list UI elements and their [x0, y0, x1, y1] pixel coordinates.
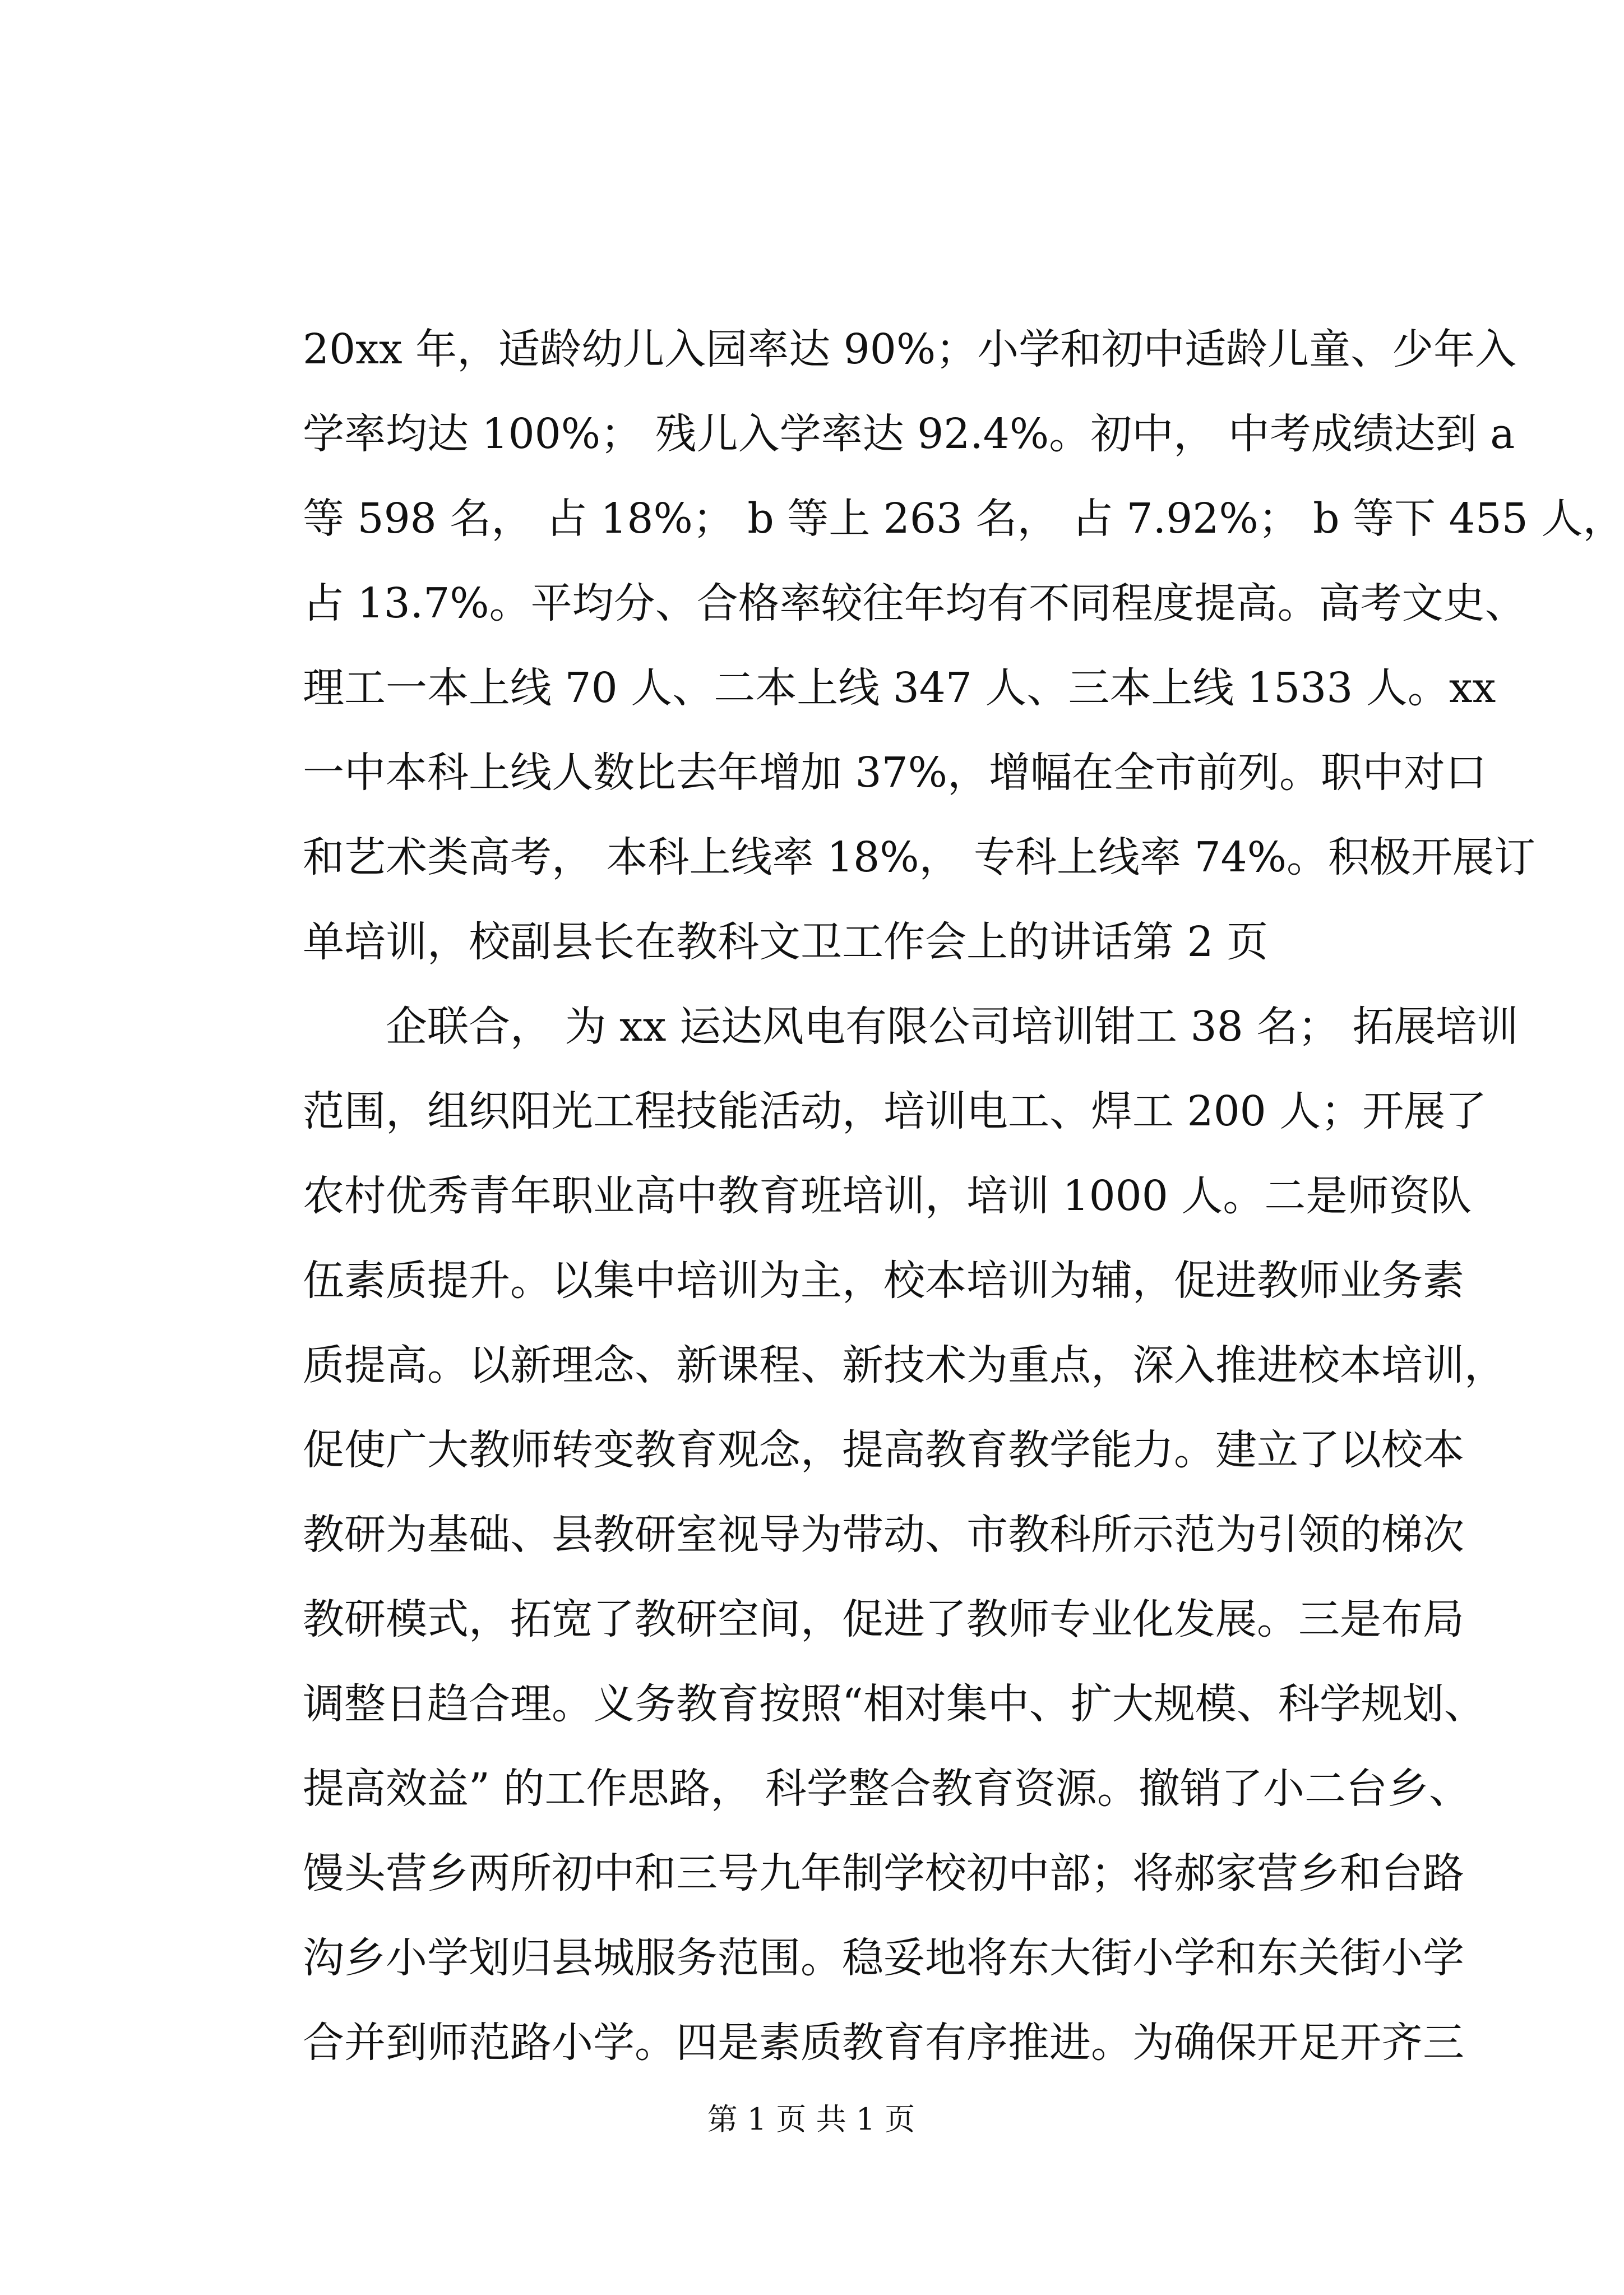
text-line: 质提高。以新理念、新课程、新技术为重点，深入推进校本培训， — [303, 1341, 1506, 1389]
text-line: 教研为基础、县教研室视导为带动、市教科所示范为引领的梯次 — [303, 1511, 1464, 1559]
text-line: 教研模式，拓宽了教研空间，促进了教师专业化发展。三是布局 — [303, 1595, 1464, 1643]
text-line: 农村优秀青年职业高中教育班培训，培训 1000 人。二是师资队 — [303, 1172, 1472, 1220]
text-line: 单培训，校副县长在教科文卫工作会上的讲话第 2 页 — [303, 918, 1269, 966]
text-line: 合并到师范路小学。四是素质教育有序推进。为确保开足开齐三 — [303, 2019, 1464, 2067]
text-line: 企联合， 为 xx 运达风电有限公司培训钳工 38 名； 拓展培训 — [303, 1003, 1519, 1051]
text-line: 范围，组织阳光工程技能活动，培训电工、焊工 200 人；开展了 — [303, 1087, 1487, 1135]
document-body — [303, 307, 1624, 2085]
text-line: 20xx 年，适龄幼儿入园率达 90%；小学和初中适龄儿童、少年入 — [303, 325, 1517, 373]
text-line: 沟乡小学划归县城服务范围。稳妥地将东大街小学和东关街小学 — [303, 1934, 1464, 1982]
text-line: 等 598 名， 占 18%； b 等上 263 名， 占 7.92%； b 等下 455 人， — [303, 495, 1624, 543]
text-line: 伍素质提升。以集中培训为主，校本培训为辅，促进教师业务素 — [303, 1257, 1464, 1305]
page-number-label: 第 1 页 共 1 页 — [707, 2102, 915, 2137]
text-line: 理工一本上线 70 人、二本上线 347 人、三本上线 1533 人。xx — [303, 664, 1496, 712]
page-footer — [0, 2100, 1622, 2139]
text-line: 提高效益” 的工作思路， 科学整合教育资源。撤销了小二台乡、 — [303, 1765, 1470, 1813]
text-line: 馒头营乡两所初中和三号九年制学校初中部；将郝家营乡和台路 — [303, 1849, 1464, 1897]
text-line: 促使广大教师转变教育观念，提高教育教学能力。建立了以校本 — [303, 1426, 1464, 1474]
text-line: 和艺术类高考， 本科上线率 18%， 专科上线率 74%。积极开展订 — [303, 833, 1536, 881]
text-line: 学率均达 100%； 残儿入学率达 92.4%。初中， 中考成绩达到 a — [303, 410, 1515, 458]
text-line: 占 13.7%。平均分、合格率较往年均有不同程度提高。高考文史、 — [303, 579, 1526, 627]
text-line: 一中本科上线人数比去年增加 37%，增幅在全市前列。职中对口 — [303, 749, 1487, 797]
text-line: 调整日趋合理。义务教育按照“相对集中、扩大规模、科学规划、 — [303, 1680, 1486, 1728]
